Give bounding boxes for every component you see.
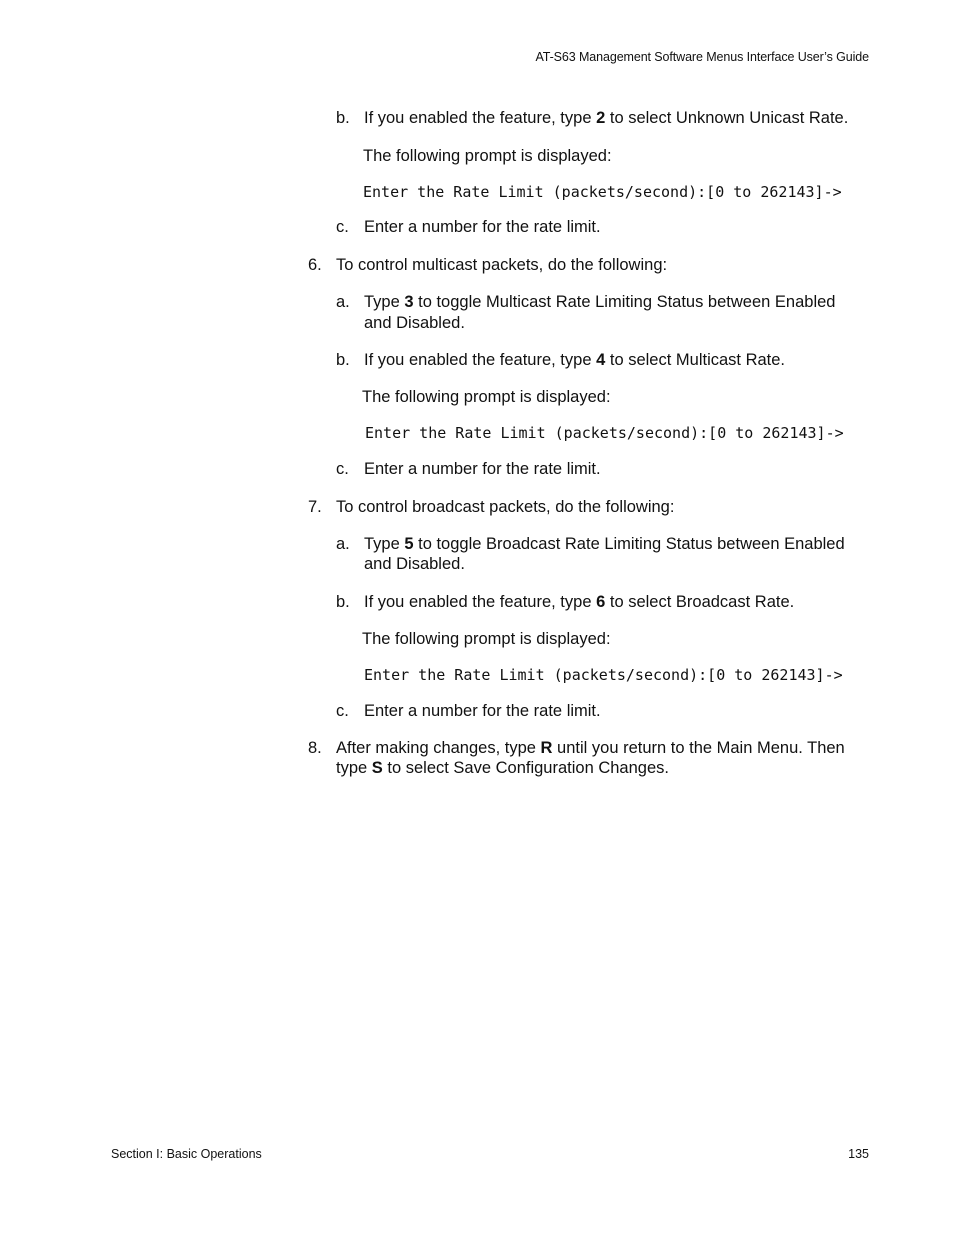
footer-section: Section I: Basic Operations — [111, 1147, 262, 1161]
prompt-text-3: The following prompt is displayed: — [362, 630, 611, 648]
step-6-label: 6. — [308, 256, 322, 274]
code-prompt-3: Enter the Rate Limit (packets/second):[0 to 262143]-> — [364, 666, 843, 684]
step-6a-text: Type 3 to toggle Multicast Rate Limiting Status between Enabled — [364, 293, 836, 311]
step-7c-text: Enter a number for the rate limit. — [364, 702, 601, 720]
code-prompt-2: Enter the Rate Limit (packets/second):[0 to 262143]-> — [365, 424, 844, 442]
key-r: R — [540, 739, 553, 757]
step-6a-text-line2: and Disabled. — [364, 314, 465, 332]
step-7a-text-line2: and Disabled. — [364, 555, 465, 573]
step-7a-label: a. — [336, 535, 350, 553]
key-4: 4 — [596, 351, 606, 369]
key-6: 6 — [596, 593, 606, 611]
step-7-label: 7. — [308, 498, 322, 516]
page-header-title: AT-S63 Management Software Menus Interface User’s Guide — [535, 50, 869, 64]
step-8-text: After making changes, type R until you return to the Main Menu. Then — [336, 739, 845, 757]
prompt-text-2: The following prompt is displayed: — [362, 388, 611, 406]
step-6a-label: a. — [336, 293, 350, 311]
step-7b-text: If you enabled the feature, type 6 to select Broadcast Rate. — [364, 593, 795, 611]
code-prompt-1: Enter the Rate Limit (packets/second):[0 to 262143]-> — [363, 183, 842, 201]
step-7a-text: Type 5 to toggle Broadcast Rate Limiting Status between Enabled — [364, 535, 845, 553]
step-8-text-line2: type S to select Save Configuration Changes. — [336, 759, 669, 777]
step-5b-text: If you enabled the feature, type 2 to select Unknown Unicast Rate. — [364, 109, 849, 127]
step-5c-text: Enter a number for the rate limit. — [364, 218, 601, 236]
footer-page-number: 135 — [848, 1147, 869, 1161]
step-6c-text: Enter a number for the rate limit. — [364, 460, 601, 478]
step-6b-label: b. — [336, 351, 350, 369]
step-6c-label: c. — [336, 460, 349, 478]
step-5b-label: b. — [336, 109, 350, 127]
key-5: 5 — [404, 535, 414, 553]
step-6-text: To control multicast packets, do the following: — [336, 256, 668, 274]
step-7-text: To control broadcast packets, do the following: — [336, 498, 675, 516]
key-2: 2 — [596, 109, 606, 127]
key-s: S — [371, 759, 383, 777]
prompt-text-1: The following prompt is displayed: — [363, 147, 612, 165]
step-8-label: 8. — [308, 739, 322, 757]
step-6b-text: If you enabled the feature, type 4 to select Multicast Rate. — [364, 351, 786, 369]
step-7c-label: c. — [336, 702, 349, 720]
step-5c-label: c. — [336, 218, 349, 236]
step-7b-label: b. — [336, 593, 350, 611]
key-3: 3 — [404, 293, 414, 311]
